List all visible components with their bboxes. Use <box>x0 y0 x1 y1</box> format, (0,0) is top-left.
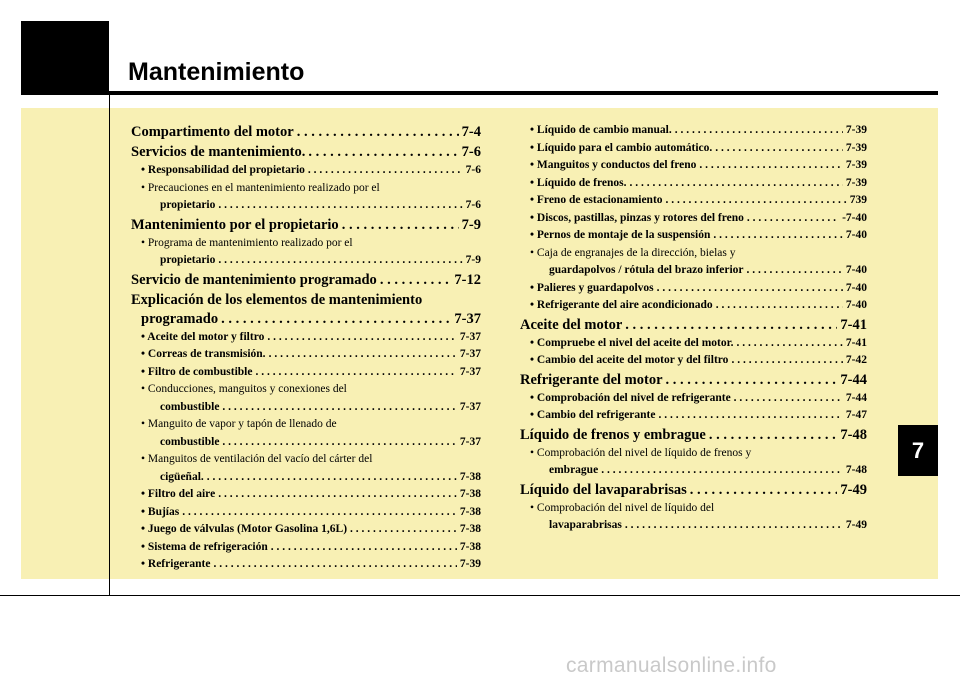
toc-entry[interactable]: Aceite del motor . . . 7-41 <box>520 316 867 335</box>
toc-subentry[interactable]: • Manguitos y conductos del freno . . . 7-39 <box>520 157 867 175</box>
toc-entry-line[interactable]: programado . . . 7-37 <box>131 310 481 329</box>
toc-subentry[interactable]: • Conducciones, manguitos y conexiones del combustible . . . 7-37 <box>131 381 481 416</box>
toc-subentry[interactable]: • Manguito de vapor y tapón de llenado de combustible . . . 7-37 <box>131 416 481 451</box>
toc-subentry[interactable]: • Cambio del refrigerante . . . 7-47 <box>520 407 867 425</box>
toc-entry[interactable]: Mantenimiento por el propietario . . . 7-9 <box>131 216 481 235</box>
toc-subentry[interactable]: • Comprobación del nivel de líquido del lavaparabrisas . . . 7-49 <box>520 500 867 535</box>
toc-entry[interactable]: Líquido de frenos y embrague . . . 7-48 <box>520 426 867 445</box>
toc-subentry[interactable]: • Bujías . . . 7-38 <box>131 504 481 522</box>
chapter-tab[interactable]: 7 <box>898 425 938 476</box>
toc-subentry[interactable]: • Sistema de refrigeración . . . 7-38 <box>131 539 481 557</box>
toc-subentry[interactable]: • Precauciones en el mantenimiento realizado por el propietario . . . 7-6 <box>131 180 481 215</box>
header-black-block <box>21 21 109 95</box>
toc-subentry[interactable]: • Juego de válvulas (Motor Gasolina 1,6L) . . . 7-38 <box>131 521 481 539</box>
toc-subentry[interactable]: • Freno de estacionamiento . . . 739 <box>520 192 867 210</box>
toc-subentry[interactable]: • Comprobación del nivel de refrigerante . . . 7-44 <box>520 390 867 408</box>
toc-subentry[interactable]: • Líquido de frenos. . . . 7-39 <box>520 175 867 193</box>
toc-entry[interactable]: Explicación de los elementos de mantenimiento programado . . . 7-37 <box>131 291 481 329</box>
page-title: Mantenimiento <box>128 58 305 86</box>
toc-subentry[interactable]: • Caja de engranajes de la dirección, bielas y guardapolvos / rótula del brazo inferior . . . 7-40 <box>520 245 867 280</box>
toc-subentry[interactable]: • Palieres y guardapolvos . . . 7-40 <box>520 280 867 298</box>
toc-subentry[interactable]: • Cambio del aceite del motor y del filtro . . . 7-42 <box>520 352 867 370</box>
toc-entry[interactable]: Refrigerante del motor . . . 7-44 <box>520 371 867 390</box>
toc-entry[interactable]: Servicios de mantenimiento. . . . 7-6 <box>131 143 481 162</box>
toc-subentry[interactable]: • Aceite del motor y filtro . . . 7-37 <box>131 329 481 347</box>
toc-subentry[interactable]: • Discos, pastillas, pinzas y rotores del freno . . . -7-40 <box>520 210 867 228</box>
toc-subentry-line[interactable]: lavaparabrisas . . . 7-49 <box>520 517 867 535</box>
toc-subentry[interactable]: • Comprobación del nivel de líquido de frenos y embrague . . . 7-48 <box>520 445 867 480</box>
watermark-text: carmanualsonline.info <box>566 654 777 677</box>
toc-subentry[interactable]: • Programa de mantenimiento realizado por el propietario . . . 7-9 <box>131 235 481 270</box>
toc-subentry[interactable]: • Manguitos de ventilación del vacío del cárter del cigüeñal. . . . 7-38 <box>131 451 481 486</box>
toc-subentry[interactable]: • Responsabilidad del propietario . . . 7-6 <box>131 162 481 180</box>
toc-subentry[interactable]: • Líquido para el cambio automático. . . . 7-39 <box>520 140 867 158</box>
bottom-rule <box>0 595 960 596</box>
title-rule <box>109 91 938 95</box>
toc-entry[interactable]: Servicio de mantenimiento programado . . . 7-12 <box>131 271 481 290</box>
toc-subentry[interactable]: • Correas de transmisión. . . . 7-37 <box>131 346 481 364</box>
toc-subentry[interactable]: • Filtro del aire . . . 7-38 <box>131 486 481 504</box>
toc-subentry-line[interactable]: embrague . . . 7-48 <box>520 462 867 480</box>
toc-subentry[interactable]: • Pernos de montaje de la suspensión . . . 7-40 <box>520 227 867 245</box>
toc-subentry-line[interactable]: cigüeñal. . . . 7-38 <box>131 469 481 487</box>
toc-entry[interactable]: Líquido del lavaparabrisas . . . 7-49 <box>520 481 867 500</box>
toc-subentry-line[interactable]: combustible . . . 7-37 <box>131 399 481 417</box>
toc-subentry-line[interactable]: combustible . . . 7-37 <box>131 434 481 452</box>
toc-left-column <box>131 122 481 574</box>
toc-subentry-line[interactable]: propietario . . . 7-6 <box>131 197 481 215</box>
toc-subentry-line[interactable]: propietario . . . 7-9 <box>131 252 481 270</box>
margin-rule <box>109 95 110 595</box>
toc-subentry[interactable]: • Filtro de combustible . . . 7-37 <box>131 364 481 382</box>
toc-entry[interactable]: Compartimento del motor . . . 7-4 <box>131 123 481 142</box>
toc-right-column <box>520 122 867 535</box>
toc-subentry[interactable]: • Líquido de cambio manual. . . . 7-39 <box>520 122 867 140</box>
toc-subentry-line[interactable]: guardapolvos / rótula del brazo inferior . . . 7-40 <box>520 262 867 280</box>
toc-subentry[interactable]: • Refrigerante . . . 7-39 <box>131 556 481 574</box>
toc-subentry[interactable]: • Compruebe el nivel del aceite del motor. . . . 7-41 <box>520 335 867 353</box>
toc-subentry[interactable]: • Refrigerante del aire acondicionado . . . 7-40 <box>520 297 867 315</box>
